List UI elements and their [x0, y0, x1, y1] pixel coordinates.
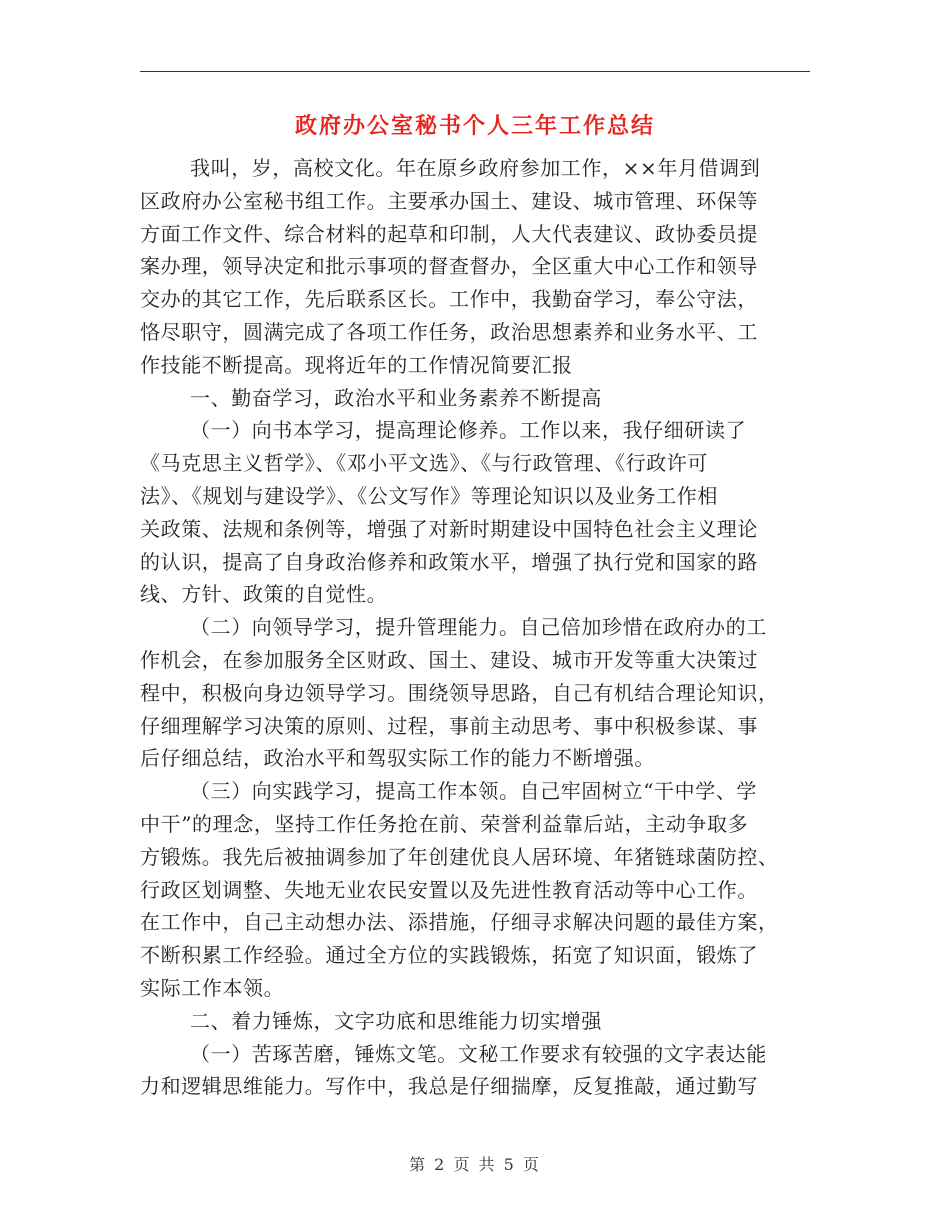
body-line: 案办理，领导决定和批示事项的督查督办，全区重大中心工作和领导	[140, 254, 758, 279]
body-line: 恪尽职守，圆满完成了各项工作任务，政治思想素养和业务水平、工	[140, 319, 758, 344]
body-line: 《马克思主义哲学》、《邓小平文选》、《与行政管理、《行政许可	[140, 451, 708, 476]
body-line: 不断积累工作经验。通过全方位的实践锻炼，拓宽了知识面，锻炼了	[140, 943, 758, 968]
body-line: 在工作中，自己主动想办法、添措施，仔细寻求解决问题的最佳方案，	[140, 910, 779, 935]
body-line: 我叫，岁，高校文化。年在原乡政府参加工作，××年月借调到	[190, 156, 761, 180]
body-line: 二、着力锤炼，文字功底和思维能力切实增强	[190, 1008, 602, 1033]
body-line: （三）向实践学习，提高工作本领。自己牢固树立“干中学、学	[190, 779, 758, 804]
body-line: 程中，积极向身边领导学习。围绕领导思路，自己有机结合理论知识，	[140, 680, 779, 705]
body-line: 法》、《规划与建设学》、《公文写作》等理论知识以及业务工作相	[140, 483, 718, 508]
body-line: （一）向书本学习，提高理论修养。工作以来，我仔细研读了	[190, 418, 747, 443]
body-line: 仔细理解学习决策的原则、过程，事前主动思考、事中积极参谋、事	[140, 713, 758, 738]
body-line: 后仔细总结，政治水平和驾驭实际工作的能力不断增强。	[140, 746, 655, 771]
body-line: 中干”的理念，坚持工作任务抢在前、荣誉利益靠后站，主动争取多	[140, 811, 749, 836]
body-line: 力和逻辑思维能力。写作中，我总是仔细揣摩，反复推敲，通过勤写	[140, 1074, 758, 1099]
body-line: 方面工作文件、综合材料的起草和印制，人大代表建议、政协委员提	[140, 221, 758, 246]
body-line: 行政区划调整、失地无业农民安置以及先进性教育活动等中心工作。	[140, 877, 758, 902]
body-line: 一、勤奋学习，政治水平和业务素养不断提高	[190, 385, 602, 410]
body-line: 交办的其它工作，先后联系区长。工作中，我勤奋学习，奉公守法，	[140, 287, 758, 312]
body-line: 的认识，提高了自身政治修养和政策水平，增强了执行党和国家的路	[140, 549, 758, 574]
document-body	[140, 152, 810, 1103]
body-line: （一）苦琢苦磨，锤炼文笔。文秘工作要求有较强的文字表达能	[190, 1041, 767, 1066]
body-line: 方锻炼。我先后被抽调参加了年创建优良人居环境、年猪链球菌防控、	[140, 844, 779, 869]
body-line: 实际工作本领。	[140, 975, 285, 1000]
document-title: 政府办公室秘书个人三年工作总结	[294, 113, 655, 139]
body-line: 作机会，在参加服务全区财政、国土、建设、城市开发等重大决策过	[140, 647, 758, 672]
body-line: 线、方针、政策的自觉性。	[140, 582, 388, 607]
body-line: 区政府办公室秘书组工作。主要承办国土、建设、城市管理、环保等	[140, 188, 758, 213]
header-rule	[140, 71, 810, 72]
body-line: 作技能不断提高。现将近年的工作情况简要汇报	[140, 352, 573, 377]
page-number: 第 2 页 共 5 页	[409, 1155, 541, 1174]
body-line: 关政策、法规和条例等，增强了对新时期建设中国特色社会主义理论	[140, 516, 758, 541]
body-line: （二）向领导学习，提升管理能力。自己倍加珍惜在政府办的工	[190, 615, 767, 640]
